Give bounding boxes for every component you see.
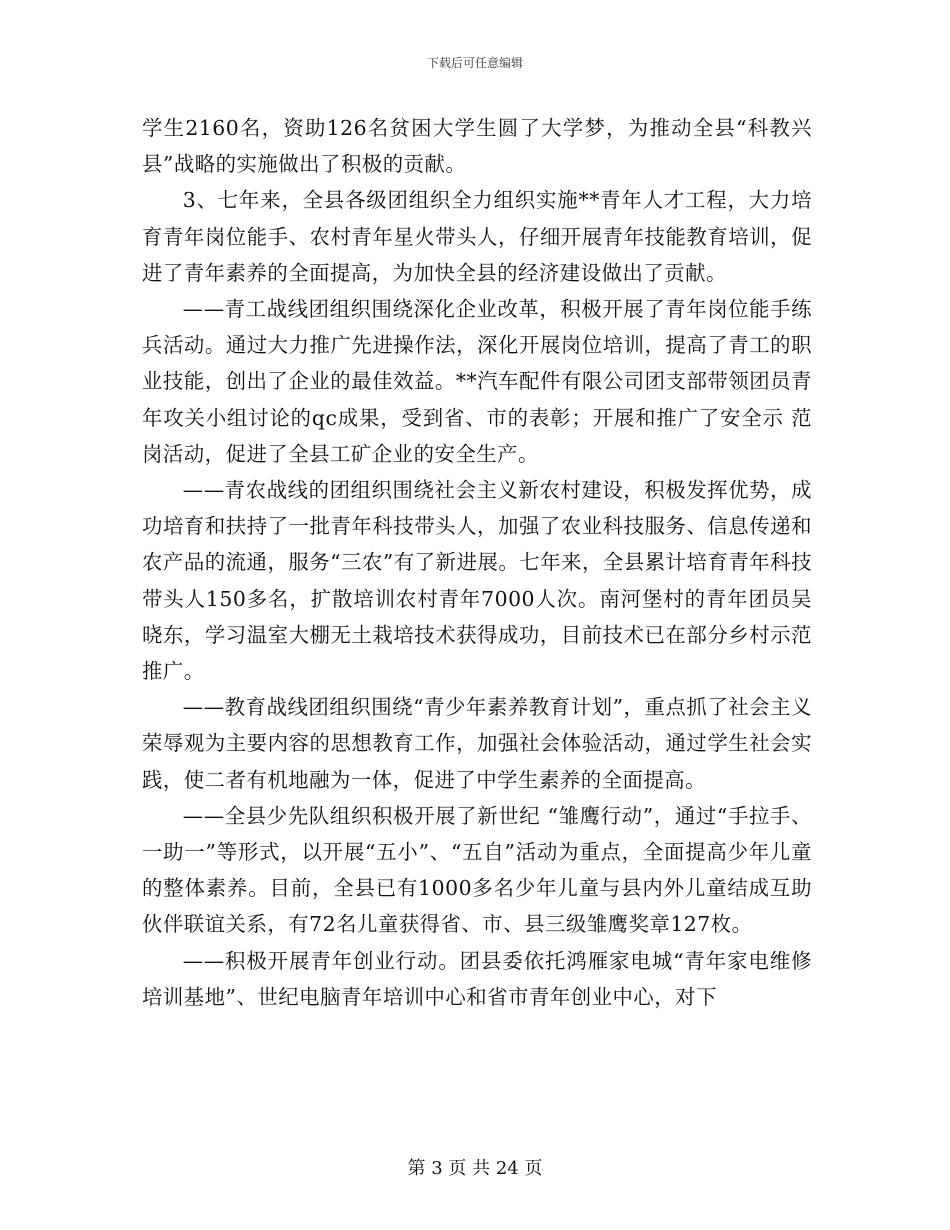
paragraph-item-3: 3、七年来，全县各级团组织全力组织实施**青年人才工程，大力培育青年岗位能手、农村青年星火带头人，仔细开展青年技能教育培训，促进了青年素养的全面提高，为加快全县的经济建设做出了贡献。: [142, 188, 812, 285]
paragraph-youth-workers: ——青工战线团组织围绕深化企业改革，积极开展了青年岗位能手练兵活动。通过大力推广先进操作法，深化开展岗位培训，提高了青工的职业技能，创出了企业的最佳效益。**汽车配件有限公司团支部带领团员青年攻关小组讨论的qc成果，受到省、市的表彰；开展和推广了安全示 范岗活动，促进了全县工矿企业的安全生产。: [142, 297, 812, 466]
paragraph-education: ——教育战线团组织围绕“青少年素养教育计划”，重点抓了社会主义荣辱观为主要内容的思想教育工作，加强社会体验活动，通过学生社会实践，使二者有机地融为一体，促进了中学生素养的全面提高。: [142, 695, 812, 792]
paragraph-youth-farmers: ——青农战线的团组织围绕社会主义新农村建设，积极发挥优势，成功培育和扶持了一批青年科技带头人，加强了农业科技服务、信息传递和农产品的流通，服务“三农”有了新进展。七年来，全县累计培育青年科技带头人150多名，扩散培训农村青年7000人次。南河堡村的青年团员吴晓东，学习温室大棚无土栽培技术获得成功，目前技术已在部分乡村示范推广。: [142, 478, 812, 684]
page-header: 下载后可任意编辑: [426, 56, 523, 70]
paragraph-continuation: 学生2160名，资助126名贫困大学生圆了大学梦，为推动全县“科教兴县”战略的实施做出了积极的贡献。: [142, 116, 812, 177]
body-text: [142, 110, 812, 1015]
paragraph-young-pioneers: ——全县少先队组织积极开展了新世纪 “雏鹰行动”，通过“手拉手、一助一”等形式，以开展“五小”、“五自”活动为重点，全面提高少年儿童的整体素养。目前，全县已有1000多名少年儿童与县内外儿童结成互助伙伴联谊关系，有72名儿童获得省、市、县三级雏鹰奖章127枚。: [142, 803, 812, 937]
page-footer: 第 3 页 共 24 页: [407, 1158, 543, 1179]
paragraph-entrepreneurship: ——积极开展青年创业行动。团县委依托鸿雁家电城“青年家电维修培训基地”、世纪电脑青年培训中心和省市青年创业中心，对下: [142, 948, 812, 1009]
